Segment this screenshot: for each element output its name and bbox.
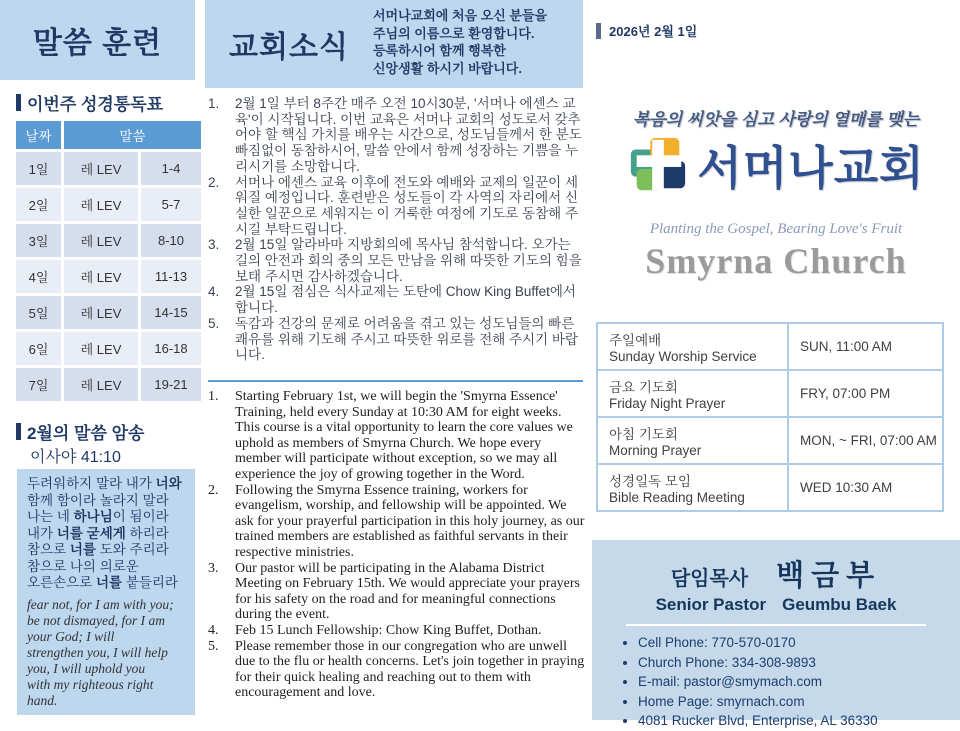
verse-line: with my righteous right	[27, 676, 154, 692]
reading-table-body	[16, 152, 201, 401]
verse-segment: 내가	[27, 525, 57, 541]
day-cell: 3일	[16, 224, 61, 257]
verse-line: your God; I will	[27, 628, 115, 644]
table-row	[16, 260, 201, 293]
pastor-info-box	[592, 540, 960, 728]
day-cell: 7일	[16, 368, 61, 401]
table-row	[16, 296, 201, 329]
range-cell: 5-7	[141, 188, 201, 221]
verse-segment: 하리라	[125, 525, 169, 541]
book-cell: 레 LEV	[64, 224, 138, 257]
verse-line	[27, 542, 185, 559]
list-item	[208, 316, 585, 363]
verse-segment: 붙들리라	[122, 575, 178, 590]
contact-item: • Home Page: smyrnach.com	[638, 692, 930, 712]
verse-line: be not dismayed, for I am	[27, 612, 165, 628]
day-cell: 6일	[16, 332, 61, 365]
bulletin-date	[596, 21, 697, 40]
list-item	[208, 483, 585, 561]
verse-line	[27, 526, 185, 543]
left-column-header: 말씀 훈련	[0, 0, 195, 80]
korean-verse	[27, 476, 185, 592]
list-item	[208, 623, 585, 639]
verse-segment: 이 됨이라	[112, 509, 169, 524]
list-item-text: Following the Smyrna Essence training, workers for evangelism, worship, and fellowship will be appointed. We ask for your prayerful participation in this holy journey, as our trained members are established as faithful servants in their respective ministries.	[235, 482, 585, 560]
range-cell: 1-4	[141, 152, 201, 185]
range-cell: 19-21	[141, 368, 201, 401]
pastor-name-english: Geumbu Baek	[782, 595, 897, 614]
verse-segment: 너를	[69, 542, 96, 557]
list-item	[208, 237, 585, 284]
service-time-cell: WED 10:30 AM	[800, 480, 893, 495]
contact-item: • 4081 Rucker Blvd, Enterprise, AL 36330	[638, 711, 930, 731]
pastor-divider	[626, 624, 926, 626]
memory-section-title-text: 2월의 말씀 암송	[27, 424, 145, 443]
bulletin-date-text: 2026년 2월 1일	[609, 24, 698, 39]
list-divider	[208, 380, 583, 382]
korean-announcement-list	[208, 96, 585, 378]
verse-line	[27, 575, 185, 592]
section-bar-icon	[16, 423, 21, 440]
list-item-number: 5.	[208, 638, 219, 654]
service-label-cell	[598, 465, 789, 510]
verse-line: strengthen you, I will help	[27, 644, 168, 660]
list-item-number: 3.	[208, 237, 220, 253]
list-item	[208, 561, 585, 623]
contact-item: • Church Phone: 334-308-9893	[638, 653, 930, 673]
welcome-message	[373, 0, 547, 88]
memory-section-title	[16, 419, 144, 444]
range-cell: 11-13	[141, 260, 201, 293]
list-item-number: 2.	[208, 482, 219, 498]
list-item	[208, 639, 585, 701]
list-item-text: Our pastor will be participating in the Alabama District Meeting on February 15th. We would appreciate your prayers for his safety on the road and for meaningful connections during the event.	[235, 560, 581, 623]
service-label-english: Morning Prayer	[609, 443, 702, 458]
table-row	[16, 368, 201, 401]
range-cell: 8-10	[141, 224, 201, 257]
verse-segment: 하나님	[73, 509, 113, 524]
list-item-number: 3.	[208, 560, 219, 576]
word-column-header: 말씀	[64, 121, 201, 149]
table-row	[16, 188, 201, 221]
church-name-korean: 서머나교회	[697, 142, 925, 194]
verse-line	[27, 509, 185, 526]
list-item-text: 2월 15일 점심은 식사교제는 도탄에 Chow King Buffet에서 합니다.	[235, 284, 576, 316]
verse-line	[27, 493, 185, 510]
bible-reading-table	[13, 118, 204, 404]
verse-segment: 오른손으로	[27, 575, 96, 590]
list-item-number: 1.	[208, 389, 219, 404]
service-label-english: Bible Reading Meeting	[609, 490, 745, 505]
book-cell: 레 LEV	[64, 260, 138, 293]
church-logo-row	[600, 132, 952, 198]
english-announcement-list	[208, 389, 585, 715]
service-label-korean: 주일예배	[609, 333, 662, 348]
list-item	[208, 96, 585, 175]
church-cross-logo-icon	[627, 134, 689, 196]
verse-segment: 도와 주리라	[95, 542, 169, 557]
book-cell: 레 LEV	[64, 332, 138, 365]
services-table	[596, 322, 944, 512]
list-item	[208, 175, 585, 238]
list-item-text: 2월 1일 부터 8주간 매주 오전 10시30분, '서머나 에센스 교육'이 시작됩니다. 이번 교육은 서머나 교회의 성도로서 갖추어야 할 핵심 가치를 배우는 시간으로, 성도님들께서 한 분도 빠짐없이 동참하시어, 말씀 안에서 함께 성장하는 기쁨을 누리시기를 소망합니다.	[235, 96, 582, 174]
verse-line: hand.	[27, 692, 58, 708]
church-name-english: Smyrna Church	[645, 241, 907, 281]
verse-line: you, I will uphold you	[27, 660, 146, 676]
verse-segment: 참으로 나의 의로운	[27, 558, 139, 574]
service-label-english: Sunday Worship Service	[609, 349, 757, 364]
welcome-line: 주님의 이름으로 환영합니다.	[373, 25, 535, 41]
service-label-korean: 금요 기도회	[609, 380, 678, 395]
reading-table-head	[16, 121, 201, 149]
table-row	[16, 152, 201, 185]
service-time-cell: FRY, 07:00 PM	[800, 386, 891, 401]
service-label-cell	[598, 418, 789, 463]
verse-segment: 두려워하지 말라 내가	[27, 476, 156, 491]
day-cell: 5일	[16, 296, 61, 329]
pastor-english-row	[592, 595, 960, 615]
service-row	[598, 463, 942, 510]
memory-verse-box	[17, 469, 195, 715]
pastor-title-english: Senior Pastor	[655, 595, 767, 614]
list-item-number: 5.	[208, 315, 220, 331]
church-tagline: 복음의 씨앗을 심고 사랑의 열매를 맺는	[632, 110, 920, 129]
reading-section-title-text: 이번주 성경통독표	[27, 95, 164, 114]
pastor-name-korean: 백금부	[776, 560, 882, 592]
service-row	[598, 369, 942, 416]
book-cell: 레 LEV	[64, 368, 138, 401]
verse-line	[27, 559, 185, 576]
verse-segment: 함께 함이라 놀라지 말라	[27, 492, 169, 508]
service-row	[598, 324, 942, 369]
church-motto: Planting the Gospel, Bearing Love's Fruit	[649, 221, 903, 237]
pastor-korean-row	[592, 553, 960, 594]
service-time-cell: MON, ~ FRI, 07:00 AM	[800, 433, 937, 448]
day-cell: 2일	[16, 188, 61, 221]
range-cell: 16-18	[141, 332, 201, 365]
service-time-cell: SUN, 11:00 AM	[800, 339, 893, 354]
welcome-line: 신앙생활 하시기 바랍니다.	[373, 60, 522, 76]
service-label-english: Friday Night Prayer	[609, 396, 726, 411]
service-row	[598, 416, 942, 463]
list-item	[208, 284, 585, 315]
welcome-line: 서머나교회에 처음 오신 분들을	[373, 8, 548, 23]
verse-segment: 너를	[95, 575, 123, 590]
table-row	[16, 224, 201, 257]
list-item-number: 2.	[208, 174, 220, 190]
book-cell: 레 LEV	[64, 152, 138, 185]
list-item-text: Feb 15 Lunch Fellowship: Chow King Buffet, Dothan.	[235, 622, 542, 638]
verse-reference: 이사야 41:10	[30, 449, 121, 466]
reading-section-title	[16, 90, 163, 115]
date-column-header: 날짜	[16, 121, 61, 149]
table-row	[16, 332, 201, 365]
list-item-number: 4.	[208, 622, 219, 638]
list-item-text: 서머나 에센스 교육 이후에 전도와 예배와 교제의 일꾼이 세워질 예정입니다. 훈련받은 성도들이 각 사역의 자리에서 신실한 일꾼으로 세워지는 이 거룩한 여정에 기도로 동참해 주시길 부탁드립니다.	[235, 174, 578, 237]
welcome-line: 등록하시어 함께 행복한	[373, 43, 506, 58]
verse-segment: 나는 네	[27, 509, 74, 524]
contact-list	[622, 633, 930, 731]
range-cell: 14-15	[141, 296, 201, 329]
book-cell: 레 LEV	[64, 296, 138, 329]
list-item-number: 4.	[208, 284, 220, 300]
list-item-text: 2월 15일 알라바마 지방회의에 목사님 참석합니다. 오가는 길의 안전과 회의 중의 모든 만남을 위해 따뜻한 기도의 힘을 보태 주시면 감사하겠습니다.	[235, 237, 582, 284]
section-bar-icon	[16, 94, 21, 111]
verse-segment: 참으로	[27, 542, 70, 557]
pastor-title-korean: 담임목사	[670, 568, 749, 590]
verse-segment: 너와	[155, 476, 182, 491]
list-item-text: 독감과 건강의 문제로 어려움을 겪고 있는 성도님들의 빠른 쾌유를 위해 기도해 주시고 따뜻한 위로를 전해 주시기 바랍니다.	[235, 315, 578, 363]
service-label-cell	[598, 371, 789, 416]
verse-line	[27, 476, 185, 493]
english-verse	[27, 597, 185, 709]
list-item-number: 1.	[208, 96, 220, 111]
table-header-row	[16, 121, 201, 149]
day-cell: 4일	[16, 260, 61, 293]
news-header-band	[205, 0, 583, 88]
list-item-text: Please remember those in our congregation who are unwell due to the flu or health concerns. Let's join together in praying for their quick healing and reaching out to them with encouragement and love.	[235, 638, 585, 701]
day-cell: 1일	[16, 152, 61, 185]
book-cell: 레 LEV	[64, 188, 138, 221]
contact-item: • E-mail: pastor@smymach.com	[638, 672, 930, 692]
verse-line: fear not, for I am with you;	[27, 596, 174, 612]
date-bar-icon	[596, 23, 601, 39]
verse-segment: 너를 굳세게	[56, 525, 126, 541]
news-header-title: 교회소식	[229, 31, 349, 64]
service-label-korean: 성경일독 모임	[609, 474, 691, 489]
contact-item: • Cell Phone: 770-570-0170	[638, 633, 930, 653]
service-label-cell	[598, 324, 789, 369]
service-label-korean: 아침 기도회	[609, 427, 678, 442]
list-item	[208, 389, 585, 483]
list-item-text: Starting February 1st, we will begin the 'Smyrna Essence' Training, held every Sunday at 10:30 AM for eight weeks. This course is a vital opportunity to learn the core values we uphold as members of Smyrna Church. We hope every member will participate without exception, so we may all experience the joy of growing together in the Word.	[235, 389, 573, 482]
